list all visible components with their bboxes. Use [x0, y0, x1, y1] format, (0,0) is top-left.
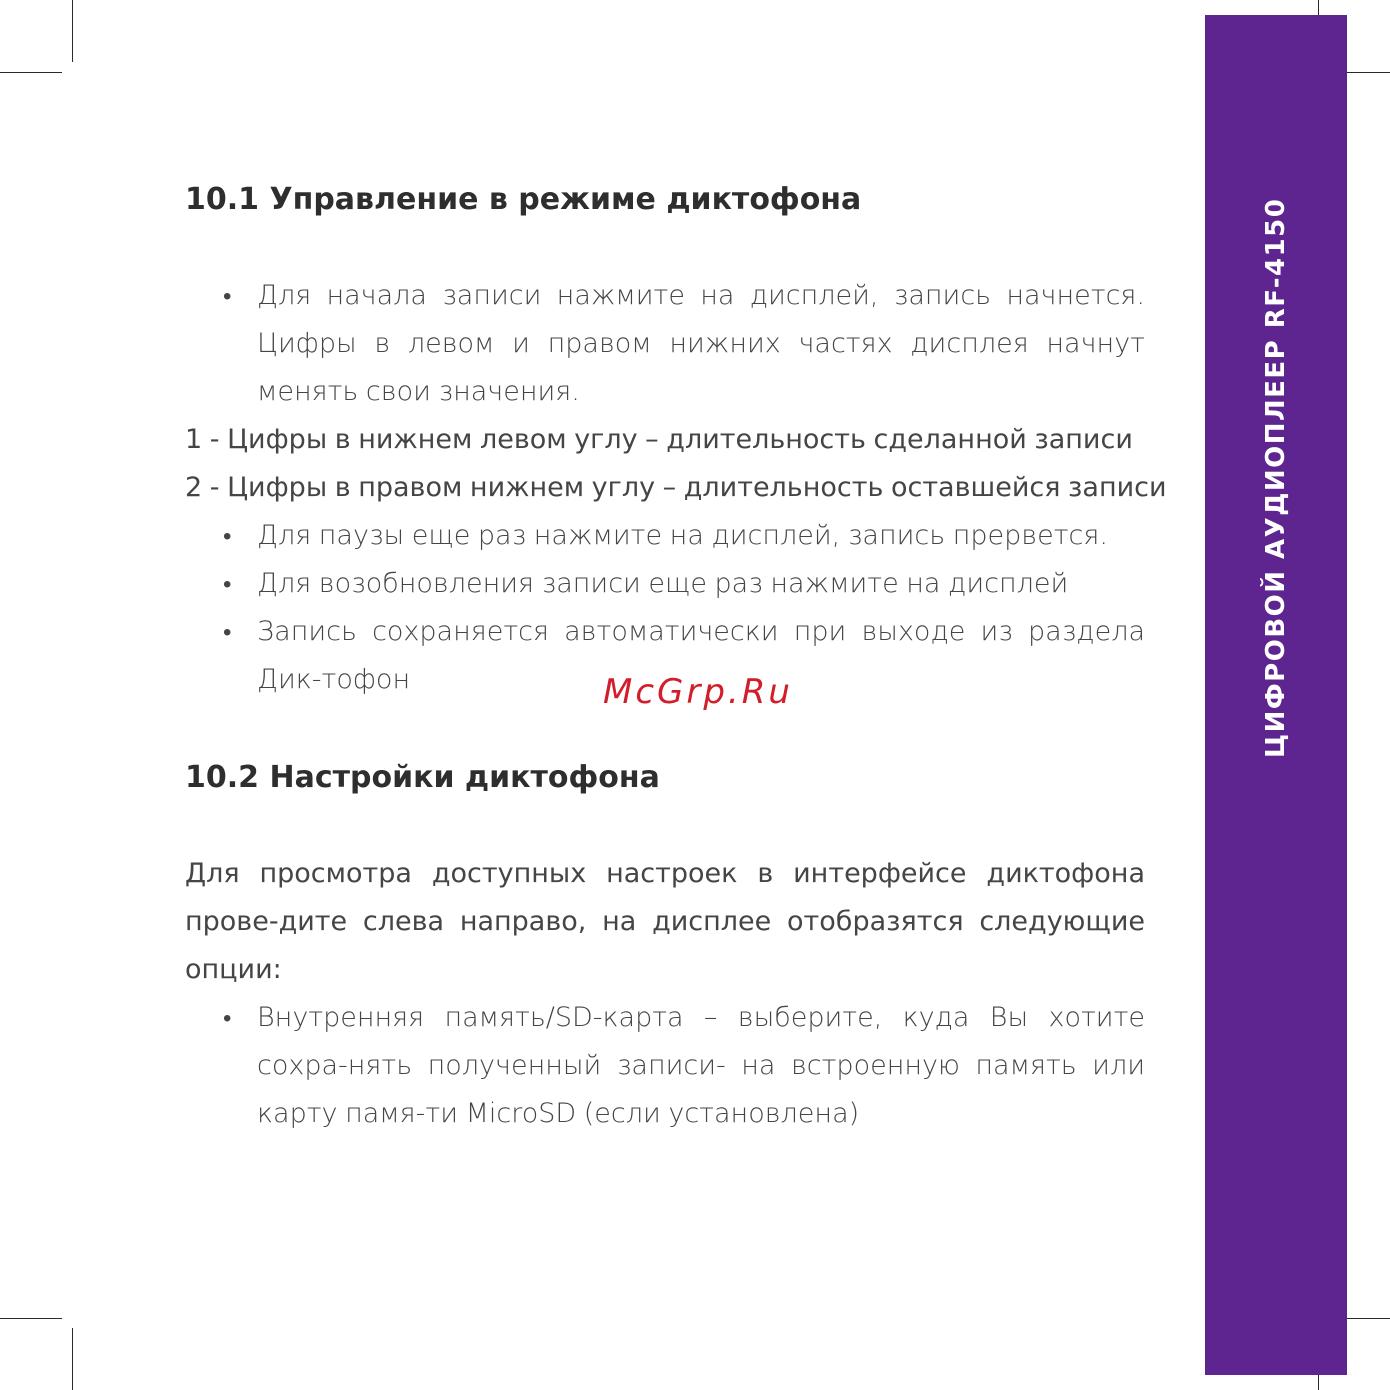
list-item: [185, 994, 1145, 1138]
bullet-icon: •: [223, 522, 232, 550]
list-item-text: Для возобновления записи еще раз нажмите на дисплей: [257, 568, 1069, 599]
page-content: [185, 178, 1167, 1138]
crop-mark: [0, 72, 62, 73]
list-item-text: Внутренняя память/SD-карта – выберите, куда Вы хотите сохра-нять полученный записи- на встроенную память или карту памя-ти MicroSD (если установлена): [257, 1002, 1145, 1129]
paragraph: Для просмотра доступных настроек в интерфейсе диктофона прове-дите слева направо, на дисплее отобразятся следующие опции:: [185, 858, 1145, 985]
crop-mark: [0, 1318, 62, 1319]
bullet-icon: •: [223, 1004, 232, 1032]
numbered-line-1: 1 - Цифры в нижнем левом углу – длительность сделанной записи: [185, 424, 1133, 455]
section-heading-10-2: 10.2 Настройки диктофона: [185, 760, 660, 795]
list-item-text: Для начала записи нажмите на дисплей, запись начнется. Цифры в левом и правом нижних частях дисплея начнут менять свои значения.: [257, 280, 1145, 407]
list-item-text: Для паузы еще раз нажмите на дисплей, запись прервется.: [257, 520, 1108, 551]
section-heading-10-1: 10.1 Управление в режиме диктофона: [185, 182, 862, 217]
list-item: [185, 272, 1145, 416]
bullet-icon: •: [223, 618, 232, 646]
crop-mark: [72, 1328, 73, 1390]
bullet-icon: •: [223, 282, 232, 310]
crop-mark: [72, 0, 73, 62]
side-tab-title: ЦИФРОВОЙ АУДИОПЛЕЕР RF-4150: [1261, 197, 1291, 758]
list-item: [185, 512, 1145, 560]
numbered-line-2: 2 - Цифры в правом нижнем углу – длительность оставшейся записи: [185, 472, 1167, 503]
list-item: [185, 560, 1145, 608]
list-item-text: Запись сохраняется автоматически при выходе из раздела Дик-тофон: [257, 616, 1145, 695]
bullet-icon: •: [223, 570, 232, 598]
watermark: McGrp.Ru: [603, 672, 793, 712]
